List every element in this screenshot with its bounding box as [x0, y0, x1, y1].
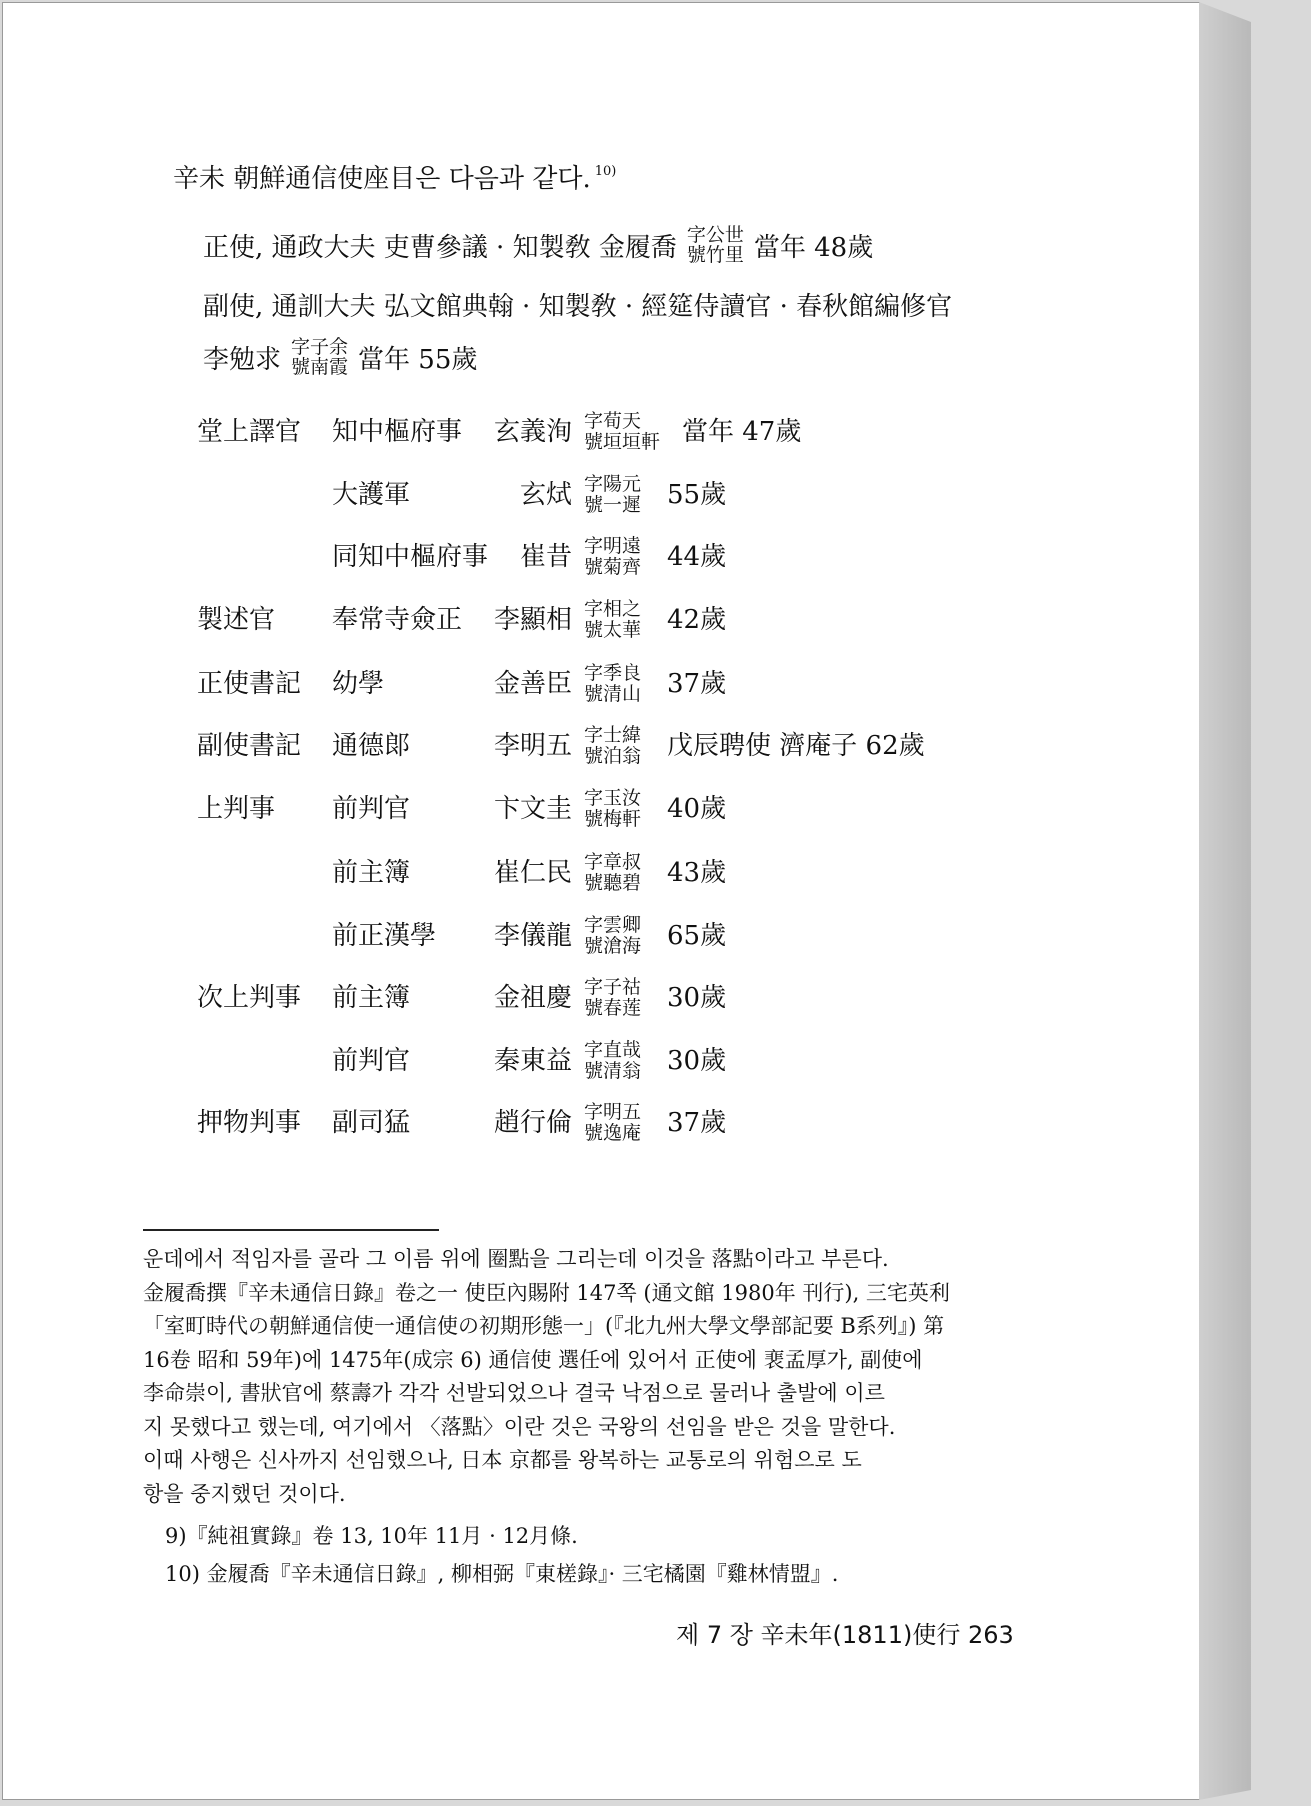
envoy-text: 正使, 通政大夫 吏曹參議 · 知製敎 金履喬 [203, 232, 677, 263]
roster-office: 前主簿 [332, 858, 411, 888]
roster-name: 崔仁民 [493, 858, 572, 888]
note-line: 항을 중지했던 것이다. [143, 1481, 346, 1506]
courtesy-name: 字明五 [584, 1101, 642, 1123]
courtesy-name: 字章叔 [584, 851, 642, 873]
footnote-9: 9)『純祖實錄』卷 13, 10年 11月 · 12月條. [165, 1524, 578, 1548]
courtesy-name-stack [584, 915, 641, 957]
courtesy-name-stack [291, 337, 348, 377]
courtesy-name-stack [584, 536, 641, 578]
courtesy-name-stack [584, 977, 641, 1019]
note-reference: 10) [594, 164, 617, 179]
roster-age: 37歲 [667, 1108, 727, 1138]
envoy-line-vice-name [203, 337, 477, 377]
roster-age: 44歲 [667, 542, 727, 572]
roster-name: 李明五 [493, 731, 572, 761]
page-footer: 제 7 장 辛未年(1811)使行 263 [676, 1621, 1014, 1649]
pen-name: 號清山 [584, 683, 642, 705]
book-page [2, 2, 1200, 1800]
roster-office: 通德郞 [332, 731, 411, 761]
note-line: 李命崇이, 書狀官에 蔡壽가 각각 선발되었으나 결국 낙점으로 물러나 출발에 이르 [143, 1381, 885, 1405]
courtesy-name-stack [687, 225, 744, 265]
roster-name: 玄義洵 [493, 417, 572, 447]
courtesy-name: 字季良 [584, 662, 642, 684]
courtesy-name-stack [584, 725, 641, 767]
roster-office: 前判官 [332, 794, 411, 824]
courtesy-name-stack [584, 411, 660, 453]
pen-name: 號南霞 [291, 356, 349, 378]
note-line: 「室町時代の朝鮮通信使一通信使の初期形態一」(『北九州大學文學部記要 B系列』) 第 [143, 1314, 945, 1338]
roster-role: 正使書記 [197, 669, 302, 699]
note-line: 16卷 昭和 59年)에 1475年(成宗 6) 通信使 選任에 있어서 正使에 裵孟厚가, 副使에 [143, 1347, 923, 1372]
roster-name: 崔昔 [519, 542, 572, 572]
courtesy-name-stack [584, 474, 641, 516]
page-edge [1199, 2, 1251, 1800]
pen-name: 號太華 [584, 619, 642, 641]
intro-sentence: 辛未 朝鮮通信使座目은 다음과 같다. [173, 164, 591, 194]
footnote-10: 10) 金履喬『辛未通信日錄』, 柳相弼『東槎錄』· 三宅橘園『雞林情盟』. [165, 1562, 839, 1586]
footnote-divider [143, 1229, 439, 1231]
roster-age: 37歲 [667, 669, 727, 699]
courtesy-name-stack [584, 852, 641, 894]
courtesy-name: 字士緯 [584, 724, 642, 746]
roster-role: 押物判事 [197, 1108, 302, 1138]
pen-name: 號菊齊 [584, 556, 642, 578]
roster-age: 40歲 [667, 794, 727, 824]
roster-role: 堂上譯官 [197, 417, 302, 447]
roster-age: 當年 47歲 [682, 417, 802, 447]
pen-name: 號梅軒 [584, 808, 642, 830]
envoy-text: 副使, 通訓大夫 弘文館典翰 · 知製敎 · 經筵侍讀官 · 春秋館編修官 [203, 292, 953, 322]
pen-name: 號滄海 [584, 935, 642, 957]
courtesy-name-stack [584, 788, 641, 830]
pen-name: 號泊翁 [584, 745, 642, 767]
pen-name: 號聽碧 [584, 872, 642, 894]
roster-office: 前正漢學 [332, 921, 437, 951]
roster-name: 趙行倫 [493, 1108, 572, 1138]
roster-office: 同知中樞府事 [332, 542, 489, 572]
roster-role: 次上判事 [197, 983, 302, 1013]
envoy-line-chief [203, 225, 873, 265]
roster-office: 副司猛 [332, 1108, 411, 1138]
roster-age: 30歲 [667, 983, 727, 1013]
roster-age: 30歲 [667, 1046, 727, 1076]
courtesy-name: 字直哉 [584, 1039, 642, 1061]
note-line: 金履喬撰『辛未通信日錄』卷之一 使臣內賜附 147쪽 (通文館 1980年 刊行), 三宅英利 [143, 1280, 950, 1305]
courtesy-name: 字子祜 [584, 976, 642, 998]
roster-age: 42歲 [667, 605, 727, 635]
pen-name: 號一遲 [584, 494, 642, 516]
courtesy-name: 字雲卿 [584, 914, 642, 936]
roster-role: 製述官 [197, 605, 276, 635]
courtesy-name: 字相之 [584, 598, 642, 620]
courtesy-name: 字玉汝 [584, 787, 642, 809]
roster-office: 大護軍 [332, 480, 411, 510]
roster-name: 玄烒 [519, 480, 572, 510]
pen-name: 號春莲 [584, 997, 642, 1019]
roster-name: 李顯相 [493, 605, 572, 635]
pen-name: 號清翁 [584, 1060, 642, 1082]
courtesy-name-stack [584, 1040, 641, 1082]
pen-name: 號竹里 [686, 244, 744, 266]
roster-age: 55歲 [667, 480, 727, 510]
courtesy-name: 字公世 [686, 224, 744, 246]
envoy-age: 當年 55歲 [358, 344, 478, 375]
courtesy-name: 字陽元 [584, 473, 642, 495]
roster-name: 秦東益 [493, 1046, 572, 1076]
roster-age: 65歲 [667, 921, 727, 951]
footnotes [143, 1243, 1063, 1593]
roster-office: 奉常寺僉正 [332, 605, 463, 635]
roster-age: 戊辰聘使 濟庵子 62歲 [667, 731, 925, 761]
roster-age: 43歲 [667, 858, 727, 888]
roster-name: 金祖慶 [493, 983, 572, 1013]
courtesy-name: 字荀天 [584, 410, 642, 432]
pen-name: 號逸庵 [584, 1122, 642, 1144]
pen-name: 號垣垣軒 [584, 431, 661, 453]
roster-role: 副使書記 [197, 731, 302, 761]
roster-name: 李儀龍 [493, 921, 572, 951]
roster-role: 上判事 [197, 794, 276, 824]
courtesy-name-stack [584, 1102, 641, 1144]
roster-office: 前主簿 [332, 983, 411, 1013]
note-line: 이때 사행은 신사까지 선임했으나, 日本 京都를 왕복하는 교통로의 위험으로 도 [143, 1448, 862, 1472]
courtesy-name: 字子余 [291, 336, 349, 358]
roster-name: 金善臣 [493, 669, 572, 699]
roster-office: 幼學 [332, 669, 385, 699]
envoy-text: 李勉求 [203, 344, 282, 375]
roster-office: 知中樞府事 [332, 417, 463, 447]
note-line: 운데에서 적임자를 골라 그 이름 위에 圈點을 그리는데 이것을 落點이라고 부른다. [143, 1247, 889, 1271]
envoy-line-vice [203, 286, 952, 323]
roster-office: 前判官 [332, 1046, 411, 1076]
envoy-age: 當年 48歲 [753, 232, 874, 263]
note-line: 지 못했다고 했는데, 여기에서 〈落點〉이란 것은 국왕의 선임을 받은 것을 말한다. [143, 1414, 896, 1439]
courtesy-name-stack [584, 663, 641, 705]
roster-name: 卞文圭 [493, 794, 572, 824]
courtesy-name-stack [584, 599, 641, 641]
intro-text [173, 158, 616, 195]
courtesy-name: 字明遠 [584, 535, 642, 557]
